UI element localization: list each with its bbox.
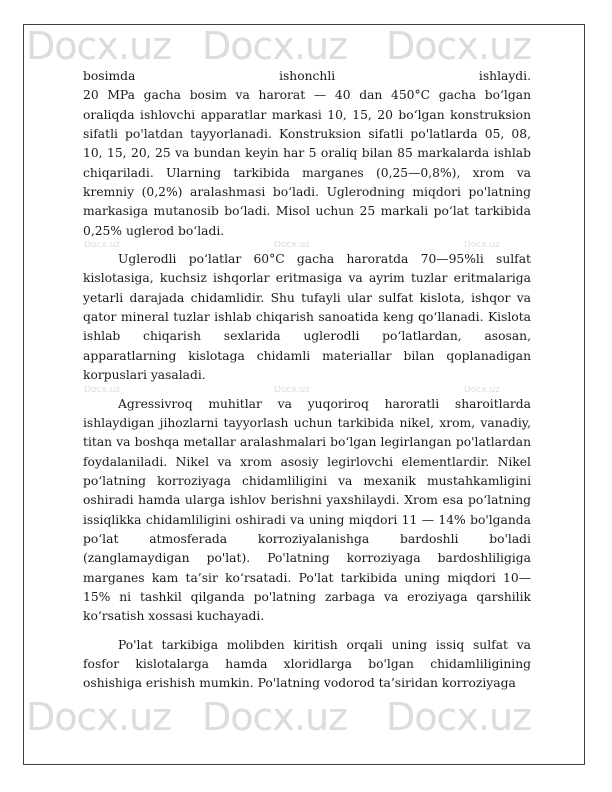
watermark: Docx.uz xyxy=(26,29,171,63)
watermark: Docx.uz xyxy=(464,241,500,250)
watermark: Docx.uz xyxy=(274,386,310,395)
watermark-row xyxy=(24,700,584,734)
watermark: Docx.uz xyxy=(274,241,310,250)
paragraph: 20 MPa gacha bosim va harorat — 40 dan 450°C gacha bo‘lgan oraliqda ishlovchi apparatlar markasi 10, 15, 20 bo‘lgan konstruksion sifatli po'latdan tayyorlanadi. Konstruksion sifatli po'latlarda 05, 08, 10, 15, 20, 25 va bundan keyin har 5 oraliq bilan 85 markalarda ishlab chiqariladi. Ularning tarkibida marganes (0,25—0,8%), xrom va kremniy (0,2%) aralashmasi bo‘ladi. Uglerodning miqdori po'latning markasiga mutanosib bo‘ladi. Misol uchun 25 markali po‘lat tarkibida 0,25% uglerod bo‘ladi. xyxy=(83,88,531,238)
watermark: Docx.uz xyxy=(202,29,347,63)
paragraph: Agressivroq muhitlar va yuqoriroq haroratli sharoitlarda ishlaydigan jihozlarni tayyorlash uchun tarkibida nikel, xrom, vanadiy, titan va boshqa metallar aralashmalari bo‘lgan legirlangan po'latlardan foydalaniladi. Nikel va xrom asosiy legirlovchi elementlardir. Nikel po‘latning korroziyaga chidamliligini va mexanik mustahkamligini oshiradi hamda ularga ishlov berishni yaxshilaydi. Xrom esa po‘latning issiqlikka chidamliligini oshiradi va uning miqdori 11 — 14% bo'lganda po‘lat atmosferada korroziyalanishga bardoshli bo'ladi (zanglamaydigan po'lat). Po'latning korroziyaga bardoshliligiga marganes kam ta’sir ko‘rsatadi. Po'lat tarkibida uning miqdori 10—15% ni tashkil qilganda po'latning zarbaga va eroziyaga qarshilik ko‘rsatish xossasi kuchayadi. xyxy=(83,396,531,624)
watermark: Docx.uz xyxy=(464,386,500,395)
paragraph: Po'lat tarkibiga molibden kiritish orqali uning issiq sulfat va fosfor kislotalarga hamda xloridlarga bo'lgan chidamliligining oshishiga erishish mumkin. Po'latning vodorod ta’siridan korroziyaga xyxy=(83,637,531,691)
watermark: Docx.uz xyxy=(84,241,120,250)
watermark-row xyxy=(24,29,584,63)
document-body xyxy=(83,67,531,694)
paragraph: Uglerodli po‘latlar 60°C gacha haroratda 70—95%li sulfat kislotasiga, kuchsiz ishqorlar eritmasiga va ayrim tuzlar eritmalariga yetarli darajada chidamlidir. Shu tufayli ular sulfat kislota, ishqor va qator mineral tuzlar ishlab chiqarish sanoatida keng qo‘llanadi. Kislota ishlab chiqarish sexlarida uglerodli po‘latlardan, asosan, apparatlarning kislotaga chidamli materiallar bilan qoplanadigan korpuslari yasaladi. xyxy=(83,252,531,383)
watermark: Docx.uz xyxy=(84,386,120,395)
continued-line: bosimda ishonchli ishlaydi. xyxy=(83,69,531,83)
watermark: Docx.uz xyxy=(386,700,531,734)
watermark: Docx.uz xyxy=(26,700,171,734)
watermark: Docx.uz xyxy=(386,29,531,63)
watermark: Docx.uz xyxy=(202,700,347,734)
